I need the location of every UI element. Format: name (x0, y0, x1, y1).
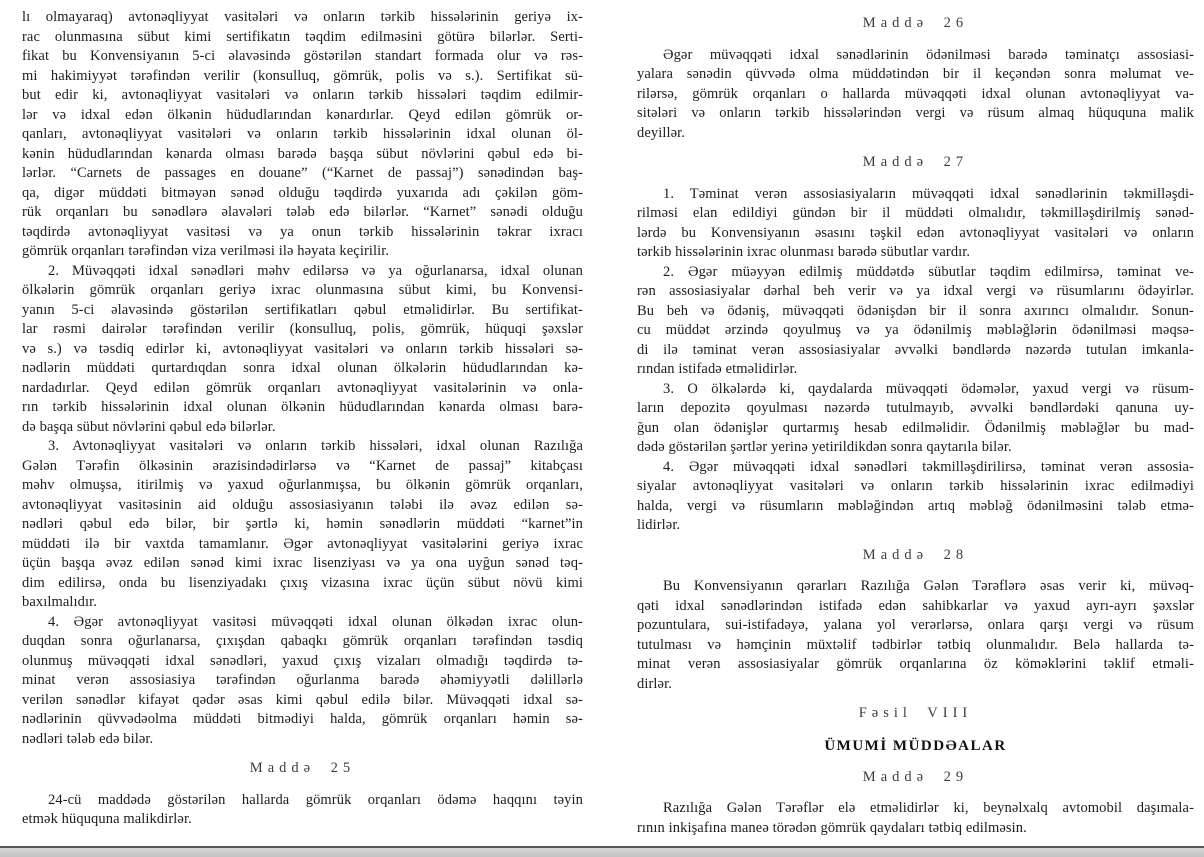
text-line: but edir ki, avtonəqliyyat vasitələri və onların tərkib hissələri təqdim edilmir- (22, 87, 583, 103)
text-line: Gələn Tərəfin ölkəsinin ərazisindədirlərsə və “Karnet de passaj” kitabçası (22, 457, 583, 474)
text-line: Bu Konvensiyanın qərarları Razılığa Gələn Tərəflərə əsas verir ki, müvəq- (663, 578, 1194, 594)
text-line: duqdan sonra oğurlanarsa, çıxışdan qabaqkı gömrük orqanları tərəfindən təsdiq (22, 633, 583, 649)
text-line: 2. Müvəqqəti idxal sənədləri məhv edilərsə və ya oğurlanarsa, idxal olunan (48, 262, 583, 279)
paragraph (22, 613, 583, 750)
text-line: təqdirdə avtonəqliyyat vasitəsi və ya onun tərkib hissələrinin təkrar ixracı (22, 223, 583, 240)
text-line: 4. Əgər müvəqqəti idxal sənədləri təkmilləşdirilirsə, təminat verən assosia- (663, 458, 1194, 475)
text-line: ölkələrin gömrük orqanları geriyə ixrac olunmasına sübut kimi, bu Konvensi- (22, 282, 583, 298)
text-line: rın tərkib hissələrinin idxal olunan ölkənin hüdudlarından kənarda olması barə- (22, 399, 583, 415)
text-line: mi hakimiyyət tərəfindən verilir (konsulluq, gömrük, polis və s.). Sertifikat sü- (22, 67, 583, 84)
text-line: tutulması və həmçinin müxtəlif tədbirlər tətbiq olunmalıdır. Belə hallarda tə- (637, 636, 1194, 653)
text-line: nədlərin müddəti qurtardıqdan sonra idxal olunan ölkələrin hüdudlarından kə- (22, 360, 583, 376)
text-line: fikat bu Konvensiyanın 5-ci əlavəsində göstərilən standart formada olur və rəs- (22, 48, 583, 64)
text-line: 24-cü maddədə göstərilən hallarda gömrük orqanları ödəmə haqqını təyin (48, 791, 583, 808)
text-line: yanın 5-ci əlavəsində göstərilən sertifikatları qəbul etməlidirlər. Bu sertifikat- (22, 301, 583, 318)
text-line: verilən sənədlər kifayət qədər əsas kimi qəbul edilə bilər. Müvəqqəti idxal sə- (22, 691, 583, 708)
text-line: Əgər müvəqqəti idxal sənədlərinin ödənilməsi barədə təminatçı assosiasi- (663, 46, 1194, 63)
article-heading: Maddə 27 (862, 154, 969, 170)
text-line: minat verən assosiasiya tərəfindən oğurlanma barədə əhəmiyyətli dəlillərlə (22, 672, 583, 688)
article-heading: Maddə 26 (862, 15, 969, 31)
page-left (22, 8, 583, 830)
text-line: də başqa sübut növlərini qəbul edə bilərlər. (22, 418, 276, 435)
text-line: rac olunmasına sübut kimi sertifikatın təqdim edilməsini götürə bilərlər. Serti- (22, 28, 583, 45)
text-line: baxılmalıdır. (22, 594, 97, 610)
text-line: rından istifadə etməlidirlər. (637, 361, 798, 377)
text-line: rının inkişafına maneə törədən gömrük qaydaları tətbiq edilməsin. (637, 819, 1027, 836)
text-line: nədləri qəbul edə bilər, bir şərtlə ki, həmin sənədlərin müddəti “karnet”in (22, 516, 583, 532)
article-heading: Maddə 29 (862, 768, 969, 785)
text-line: 1. Təminat verən assosiasiyaların müvəqqəti idxal sənədlərinin təkmilləşdi- (663, 185, 1194, 202)
text-line: lərlər. “Carnets de passages en douane” (“Karnet de passaj”) sənədindən baş- (22, 165, 583, 181)
text-line: və s.) və təsdiq edirlər ki, avtonəqliyyat vasitələri və onların tərkib hissələri sə- (22, 340, 583, 357)
text-line: lidirlər. (637, 517, 681, 533)
paragraph (637, 577, 1194, 694)
text-line: dim edilirsə, onda bu lisenziyadakı çıxış vizasına ixrac üçün sübut növü kimi (22, 574, 583, 591)
text-line: lar rəsmi dairələr tərəfindən verilir (konsulluq, polis, gömrük, hüquqi şəxslər (22, 321, 583, 337)
text-line: dirlər. (637, 675, 672, 692)
text-line: 2. Əgər müəyyən edilmiş müddətdə sübutlar təqdim edilmirsə, təminat ve- (663, 263, 1194, 280)
text-line: qanları, avtonəqliyyat vasitələri və onların tərkib hissələrinin idxal olunan öl- (22, 126, 583, 142)
text-line: deyillər. (637, 124, 686, 141)
text-line: tərkib hissələrinin ixrac olunması barədə sübutlar vardır. (637, 244, 971, 260)
text-line: 3. Avtonəqliyyat vasitələri və onların tərkib hissələri, idxal olunan Razılığa (48, 438, 583, 454)
text-line: müddəti ilə bir vaxtda tamamlanır. Əgər avtonəqliyyat vasitələrini geriyə ixrac (22, 535, 583, 552)
text-line: sitələri və onların tərkib hissələrindən vergi və rüsum almaq hüququna malik (637, 105, 1194, 121)
text-line: halda, vergi və rüsumların məbləğindən artıq məbləğ ödənilməsini tələb etmə- (637, 497, 1194, 514)
paragraph (22, 791, 583, 830)
text-line: etmək hüququna malikdirlər. (22, 811, 192, 827)
text-line: Bu beh və ödəniş, müvəqqəti ödənişdən bir il sonra axırıncı olmalıdır. Sonun- (637, 302, 1194, 319)
paragraph (637, 185, 1194, 263)
text-line: di ilə təminat verən assosiasiyalar əvvəlki bəndlərdə nəzərdə tutulan imkanla- (637, 341, 1194, 358)
article-heading: Maddə 28 (862, 546, 969, 563)
text-line: lərdə bu Konvensiyanın əsasını təşkil edən avtonəqliyyat vasitələri və onların (637, 224, 1194, 241)
text-line: 4. Əgər avtonəqliyyat vasitəsi müvəqqəti idxal olunan ölkədən ixrac olun- (48, 613, 583, 630)
text-line: lər və idxal edən ölkənin hüdudlarından kənardırlar. Qeyd edilən gömrük or- (22, 106, 583, 123)
text-line: cu müddət ərzində qoyulmuş və ya ödənilmiş məbləğlərin ödənilməsi məqsə- (637, 322, 1194, 338)
text-line: rilməsi elan edildiyi gündən bir il müddəti olmalıdır, təkmilləşdirilmiş sənəd- (637, 205, 1194, 221)
text-line: avtonəqliyyat vasitəsinin aid olduğu assosiasiyanın tələbi ilə əvəz edilən sə- (22, 496, 583, 513)
text-line: siyalar avtonəqliyyat vasitələri və onların tərkib hissələrinin ixrac edilmədiyi (637, 478, 1194, 494)
text-line: nədləri tələb edə bilər. (22, 730, 154, 747)
chapter-heading: Fəsil VIII (858, 705, 973, 721)
text-line: pozuntulara, sui-istifadəyə, yalana yol verərlərsə, onlara qarşı vergi və rüsum (637, 617, 1194, 633)
text-line: lı olmayaraq) avtonəqliyyat vasitələri və onların tərkib hissələrinin geriyə ix- (22, 9, 583, 25)
text-line: nardadırlar. Qeyd edilən gömrük orqanları avtonəqliyyat vasitələrinin və onla- (22, 379, 583, 396)
text-line: rük orqanları bu sənədlərə əlavələri tələb edə bilərlər. “Karnet” sənədi olduğu (22, 204, 583, 220)
article-heading: Maddə 25 (249, 760, 356, 776)
page-right (637, 4, 1194, 838)
text-line: yalara sənədin qüvvədə olma müddətindən bir il keçəndən sonra məlumat ve- (637, 66, 1194, 82)
text-line: ların depozitə qoyulması nəzərdə tutulmayıb, əvvəlki bəndlərdəki qanuna uy- (637, 400, 1194, 416)
text-line: olunmuş müvəqqəti idxal sənədləri, yaxud çıxış vizaları olmadığı təqdirdə tə- (22, 652, 583, 669)
scan-edge-artifact (0, 846, 1204, 857)
paragraph (637, 458, 1194, 536)
text-line: kənin hüdudlarından kənarda olması barədə başqa sübut növlərini qəbul edə bi- (22, 145, 583, 162)
paragraph (637, 380, 1194, 458)
paragraph (637, 46, 1194, 144)
text-line: Razılığa Gələn Tərəflər elə etməlidirlər ki, beynəlxalq avtomobil daşımala- (663, 800, 1194, 816)
text-line: üçün başqa əvəz edilən sənəd kimi ixrac lisenziyası və ya ona uyğun sənəd təq- (22, 555, 583, 571)
paragraph (637, 799, 1194, 838)
text-line: qa, digər müddəti bitməyən sənəd olduğu təqdirdə yuxarıda adı çəkilən göm- (22, 184, 583, 201)
paragraph (22, 437, 583, 613)
text-line: minat verən assosiasiyalar gömrük orqanlarına öz köməklərini təklif etməli- (637, 656, 1194, 672)
text-line: məhv olmuşsa, itirilmiş və yaxud oğurlanmışsa, bu ölkənin gömrük orqanları, (22, 477, 583, 493)
text-line: gömrük orqanları tərəfindən viza verilməsi ilə həyata keçirilir. (22, 243, 390, 259)
text-line: qəti idxal sənədlərindən istifadə edən sahibkarlar və yaxud ayrı-ayrı şəxslər (637, 597, 1194, 614)
text-line: 3. O ölkələrdə ki, qaydalarda müvəqqəti ödəmələr, yaxud vergi və rüsum- (663, 380, 1194, 397)
text-line: dədə göstərilən şərtlər yerinə yetirildikdən sonra qaytarıla bilər. (637, 439, 1012, 455)
section-title: ÜMUMİ MÜDDƏALAR (824, 737, 1007, 754)
text-line: ğun olan ödənişlər qurtarmış hesab edilməlidir. Ödənilmiş məbləğlər bu mad- (637, 419, 1194, 436)
paragraph (637, 263, 1194, 380)
text-line: rən assosiasiyalar dərhal beh verir və ya idxal vergi və rüsumlarını ödəyirlər. (637, 283, 1194, 299)
text-line: rilərsə, gömrük orqanları o hallarda müvəqqəti idxal olunan avtonəqliyyat va- (637, 85, 1194, 102)
paragraph (22, 262, 583, 438)
text-line: nədlərinin qüvvədəolma müddəti bitmədiyi halda, gömrük orqanları həmin sə- (22, 711, 583, 727)
paragraph (22, 8, 583, 262)
